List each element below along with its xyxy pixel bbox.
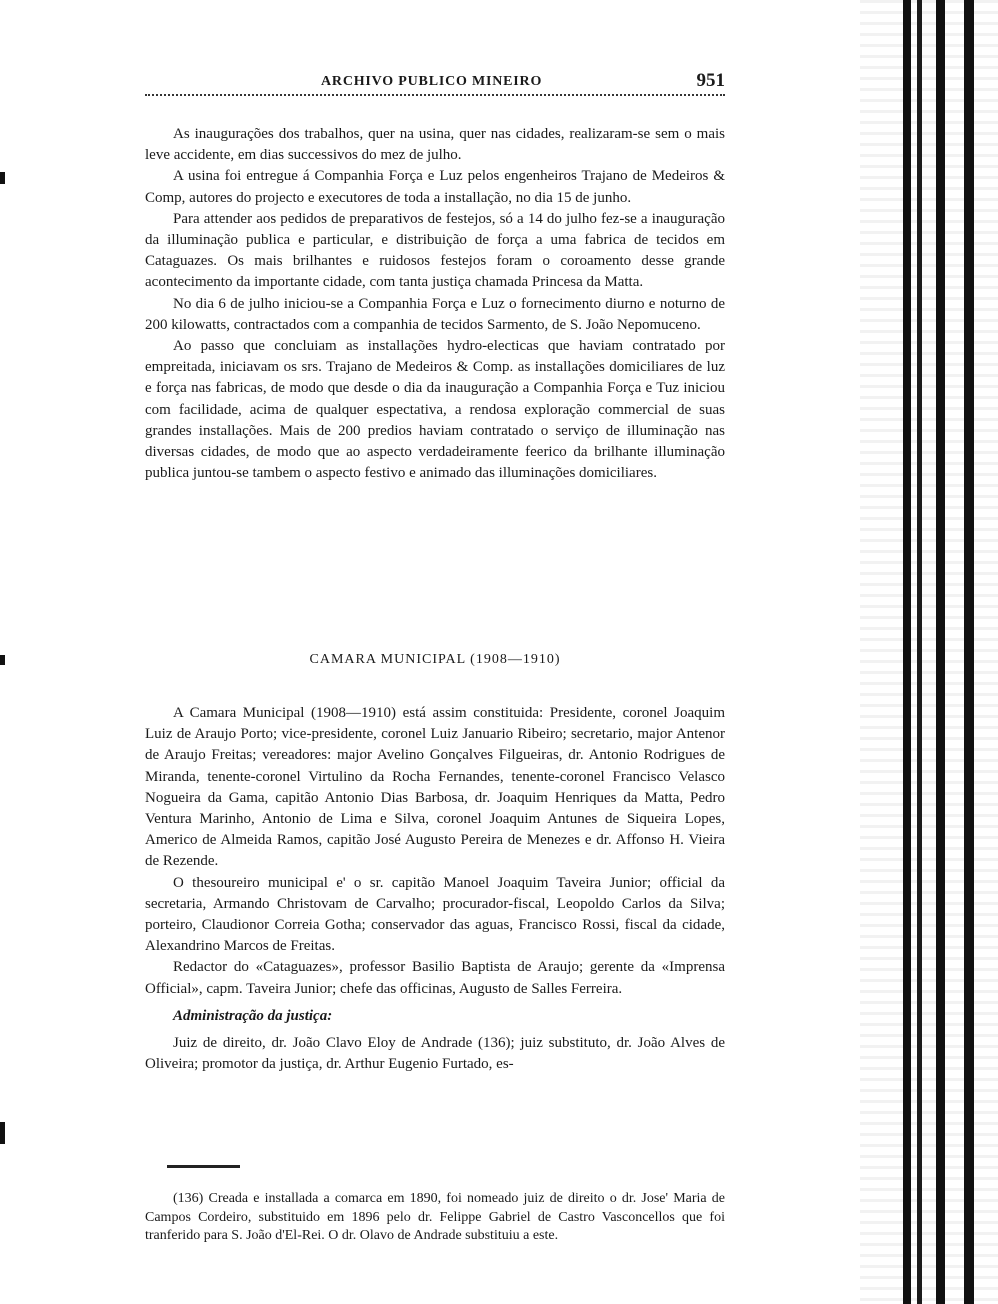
- scan-edge-bar: [964, 0, 974, 1304]
- body-text-top: [145, 124, 725, 484]
- paragraph: Para attender aos pedidos de preparativos de festejos, só a 14 do julho fez-se a inauguração da illuminação publica e particular, e distribuição de força a uma fabrica de tecidos em Cataguazes. Os mais brilhantes e ruidosos festejos foram o coroamento desse grande acontecimento da importante cidade, com tanta justiça chamada Princesa da Matta.: [145, 210, 725, 291]
- header-rule: [145, 94, 725, 96]
- paragraph: Ao passo que concluiam as installações hydro-electicas que haviam contratado por empreitada, iniciavam os srs. Trajano de Medeiros & Comp. as installações domiciliares de luz e força nas fabricas, de modo que desde o dia da inauguração a Companhia Força e Tuz iniciou com facilidade, acima de qualquer espectativa, a rendosa exploração commercial de suas grandes installações. Mais de 200 predios haviam contratado o serviço de illuminação nas diversas cidades, de modo que ao aspecto verdadeiramente feerico da brilhante illuminação publica juntou-se tambem o aspecto festivo e animado das illuminações domiciliares.: [145, 338, 725, 482]
- paragraph: O thesoureiro municipal e' o sr. capitão Manoel Joaquim Taveira Junior; official da secretaria, Armando Christovam de Carvalho; procurador-fiscal, Leopoldo Carlos da Silva; porteiro, Claudionor Correia Gotha; conservador das aguas, Francisco Rossi, fiscal da cidade, Alexandrino Marcos de Freitas.: [145, 874, 725, 955]
- paragraph: A Camara Municipal (1908—1910) está assim constituida: Presidente, coronel Joaquim Luiz de Araujo Porto; vice-presidente, coronel Luiz Januario Ribeiro; secretario, major Antenor de Araujo Freitas; vereadores: major Avelino Gonçalves Filgueiras, dr. Antonio Rodrigues de Miranda, tenente-coronel Virtulino da Rocha Fernandes, tenente-coronel Francisco Velasco Nogueira da Gama, capitão Antonio Dias Barbosa, dr. Joaquim Henriques da Matta, Pedro Ventura Marinho, Antonio de Lima e Silva, coronel Joaquim Antunes de Siqueira Lopes, Americo de Almeida Ramos, capitão José Augusto Pereira de Menezes e dr. Affonso H. Vieira de Rezende.: [145, 705, 725, 870]
- footnote-rule: [167, 1165, 240, 1168]
- scan-edge-bar: [936, 0, 945, 1304]
- paragraph: Redactor do «Cataguazes», professor Basilio Baptista de Araujo; gerente da «Imprensa Official», capm. Taveira Junior; chefe das officinas, Augusto de Salles Ferreira.: [145, 959, 725, 997]
- paragraph: A usina foi entregue á Companhia Força e Luz pelos engenheiros Trajano de Medeiros & Comp, autores do projecto e executores de toda a installação, no dia 15 de junho.: [145, 168, 725, 206]
- scan-left-mark: [0, 1122, 5, 1144]
- scan-edge-bar: [917, 0, 922, 1304]
- footnote: [145, 1190, 725, 1246]
- scan-left-mark: [0, 655, 5, 665]
- body-text-camara: [145, 703, 725, 1075]
- scan-left-mark: [0, 172, 5, 184]
- subheading: Administração da justiça:: [173, 1007, 333, 1024]
- running-title: ARCHIVO PUBLICO MINEIRO: [321, 74, 543, 89]
- scan-edge-noise: [860, 0, 998, 1304]
- footnote-text: (136) Creada e installada a comarca em 1890, foi nomeado juiz de direito o dr. Jose' Maria de Campos Cordeiro, substituido em 1896 pelo dr. Felippe Gabriel de Castro Vasconcellos que foi tranferido para S. João d'El-Rei. O dr. Olavo de Andrade substituiu a este.: [145, 1191, 725, 1243]
- paragraph: No dia 6 de julho iniciou-se a Companhia Força e Luz o fornecimento diurno e noturno de 200 kilowatts, contractados com a companhia de tecidos Sarmento, de S. João Nepomuceno.: [145, 295, 725, 333]
- paragraph: Juiz de direito, dr. João Clavo Eloy de Andrade (136); juiz substituto, dr. João Alves de Oliveira; promotor da justiça, dr. Arthur Eugenio Furtado, es-: [145, 1035, 725, 1073]
- page-number: 951: [696, 70, 725, 91]
- scan-edge-bar: [903, 0, 911, 1304]
- paragraph: As inaugurações dos trabalhos, quer na usina, quer nas cidades, realizaram-se sem o mais leve accidente, em dias successivos do mez de julho.: [145, 126, 725, 164]
- section-title: CAMARA MUNICIPAL (1908—1910): [309, 652, 561, 667]
- page-header: [145, 72, 725, 96]
